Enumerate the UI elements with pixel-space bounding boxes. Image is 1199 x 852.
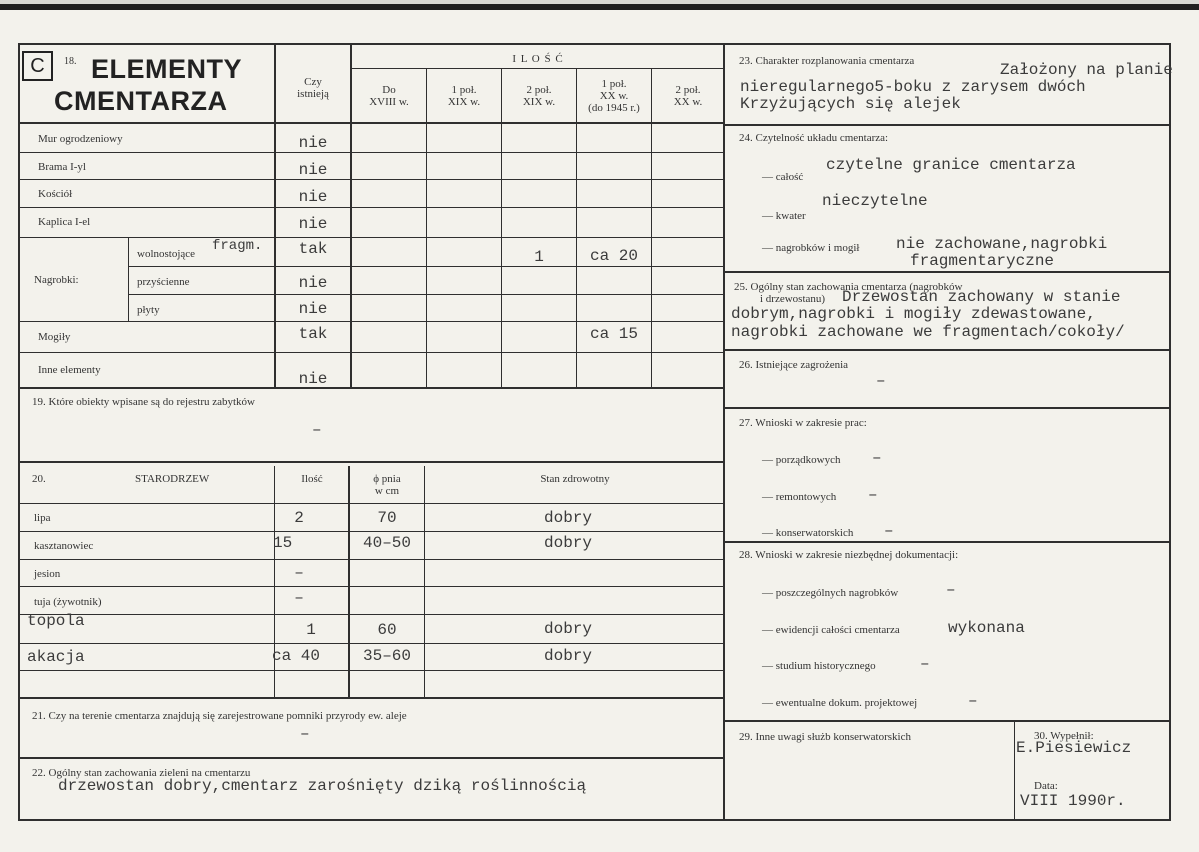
- s19-label: 19. Które obiekty wpisane są do rejestru zabytków: [32, 396, 255, 408]
- s28-item-value: –: [968, 692, 978, 710]
- value-brama: nie: [298, 161, 328, 179]
- s30-date: VIII 1990r.: [1020, 792, 1126, 810]
- s23-value-2: nieregularnego5-boku z zarysem dwóch: [740, 78, 1086, 96]
- row-label-inne: Inne elementy: [38, 364, 101, 376]
- note-fragm: fragm.: [212, 238, 263, 254]
- s23-label: 23. Charakter rozplanowania cmentarza: [739, 55, 915, 67]
- grid-line: [501, 69, 502, 388]
- period-header: Do XVIII w.: [369, 84, 409, 108]
- row-label-mur: Mur ogrodzeniowy: [38, 133, 123, 145]
- grid-line: [426, 69, 427, 388]
- row-label-mogily: Mogiły: [38, 331, 71, 343]
- s30-label: 30. Wypełnił:: [1034, 730, 1094, 742]
- grid-line: [18, 152, 724, 153]
- row-label-kosciol: Kościół: [38, 188, 73, 200]
- grid-line: [18, 559, 724, 560]
- value-mur: nie: [298, 134, 328, 152]
- grid-line: [18, 586, 724, 587]
- grid-line: [128, 266, 724, 267]
- s24-calosc-value: czytelne granice cmentarza: [826, 156, 1076, 174]
- grid-line: [18, 387, 724, 389]
- s24-kwater-label: — kwater: [762, 210, 806, 222]
- s22-label: 22. Ogólny stan zachowania zieleni na cmentarzu: [32, 767, 251, 779]
- grid-line: [18, 643, 724, 644]
- s20-title: STARODRZEW: [135, 473, 210, 485]
- grid-line: [18, 531, 724, 532]
- value-wolnostojace-p3: 1: [534, 248, 544, 266]
- grid-line: [18, 122, 724, 124]
- tree-qty: ca 40: [272, 647, 321, 665]
- tree-name: tuja (żywotnik): [34, 596, 102, 608]
- value-kosciol: nie: [298, 188, 328, 206]
- section-title-line2: CMENTARZA: [54, 86, 228, 116]
- frame-right: [1169, 43, 1171, 821]
- period-header: 1 poł. XIX w.: [447, 84, 481, 108]
- tree-health: dobry: [544, 534, 593, 552]
- scan-edge: [0, 4, 1199, 10]
- grid-line: [128, 237, 129, 321]
- s27-item-value: –: [872, 449, 882, 467]
- value-wolnostojace-p4: ca 20: [589, 247, 638, 265]
- s19-value: –: [312, 421, 322, 439]
- row-label-przyscienne: przyścienne: [137, 276, 190, 288]
- s30-name: E.Piesiewicz: [1016, 739, 1132, 757]
- grid-line: [18, 237, 724, 238]
- s20-number: 20.: [32, 473, 46, 485]
- frame-bottom: [18, 819, 1171, 821]
- s25-value-2: dobrym,nagrobki i mogiły zdewastowane,: [731, 305, 1096, 323]
- s28-label: 28. Wnioski w zakresie niezbędnej dokumentacji:: [739, 549, 959, 561]
- row-label-kaplica: Kaplica I-el: [38, 216, 91, 228]
- row-label-plyty: płyty: [137, 304, 160, 316]
- grid-line: [424, 466, 425, 698]
- s25-value-3: nagrobki zachowane we fragmentach/cokoły/: [731, 323, 1125, 341]
- section-badge: C: [22, 51, 53, 81]
- grid-line: [651, 69, 652, 388]
- period-header: 2 poł. XX w.: [673, 84, 703, 108]
- period-header: 2 poł. XIX w.: [522, 84, 556, 108]
- s27-item-value: –: [884, 522, 894, 540]
- grid-line: [350, 68, 724, 69]
- grid-line: [18, 321, 724, 322]
- tree-qty: –: [294, 589, 304, 607]
- tree-qty: –: [294, 564, 304, 582]
- s21-label: 21. Czy na terenie cmentarza znajdują się zarejestrowane pomniki przyrody ew. aleje: [32, 710, 407, 722]
- s28-item-value: –: [920, 655, 930, 673]
- value-plyty: nie: [298, 300, 328, 318]
- tree-health: dobry: [544, 620, 593, 638]
- grid-line: [18, 461, 724, 463]
- grid-line: [18, 697, 724, 699]
- value-inne: nie: [298, 370, 328, 388]
- record-card: [0, 4, 1199, 852]
- tree-qty: 2: [294, 509, 304, 527]
- grid-line: [18, 207, 724, 208]
- s27-item-label: — porządkowych: [762, 454, 841, 466]
- s24-nagrobkow-value-2: fragmentaryczne: [910, 252, 1055, 270]
- period-header: 1 poł. XX w. (do 1945 r.): [588, 78, 640, 114]
- s24-nagrobkow-label: — nagrobków i mogił: [762, 242, 860, 254]
- grid-line: [18, 670, 724, 671]
- s28-item-label: — poszczególnych nagrobków: [762, 587, 899, 599]
- tree-name: jesion: [34, 568, 61, 580]
- tree-diam: 70: [377, 509, 397, 527]
- grid-line: [723, 271, 1171, 273]
- value-kaplica: nie: [298, 215, 328, 233]
- tree-diam: 60: [377, 621, 397, 639]
- tree-diam: 40–50: [362, 534, 411, 552]
- s27-item-label: — remontowych: [762, 491, 837, 503]
- s20-col-qty: Ilość: [301, 473, 323, 485]
- s28-item-label: — ewentualne dokum. projektowej: [762, 697, 918, 709]
- s28-item-value: wykonana: [948, 619, 1025, 637]
- s20-col-health: Stan zdrowotny: [540, 473, 610, 485]
- s24-nagrobkow-value-1: nie zachowane,nagrobki: [896, 235, 1108, 253]
- frame-top: [18, 43, 1171, 45]
- grid-line: [723, 541, 1171, 543]
- s27-item-value: –: [868, 486, 878, 504]
- s25-value-1: Drzewostan zachowany w stanie: [842, 288, 1121, 306]
- column-divider: [723, 43, 725, 821]
- grid-line: [18, 179, 724, 180]
- s28-item-label: — ewidencji całości cmentarza: [762, 624, 900, 636]
- s28-item-value: –: [946, 581, 956, 599]
- value-mogily-p4: ca 15: [589, 325, 638, 343]
- s30-date-label: Data:: [1034, 780, 1058, 792]
- frame-left: [18, 43, 20, 821]
- tree-name: lipa: [34, 512, 51, 524]
- grid-line: [18, 352, 724, 353]
- s26-label: 26. Istniejące zagrożenia: [739, 359, 849, 371]
- s23-value-3: Krzyżujących się alejek: [740, 95, 961, 113]
- s27-label: 27. Wnioski w zakresie prac:: [739, 417, 867, 429]
- grid-line: [18, 503, 724, 504]
- tree-health: dobry: [544, 509, 593, 527]
- s29-label: 29. Inne uwagi służb konserwatorskich: [739, 731, 911, 743]
- row-label-nagrobki: Nagrobki:: [34, 274, 79, 286]
- s26-value: –: [876, 372, 886, 390]
- section-title-line1: ELEMENTY: [91, 54, 243, 84]
- s21-value: –: [300, 725, 310, 743]
- col-header-quantity: I L O Ś Ć: [512, 53, 564, 65]
- row-label-wolnostojace: wolnostojące: [137, 248, 196, 260]
- tree-qty: 15: [273, 534, 293, 552]
- value-przyscienne: nie: [298, 274, 328, 292]
- row-label-brama: Brama I-yl: [38, 161, 86, 173]
- tree-name: topola: [27, 612, 85, 630]
- s24-label: 24. Czytelność układu cmentarza:: [739, 132, 889, 144]
- value-wolnostojace: tak: [298, 240, 328, 258]
- grid-line: [1014, 720, 1015, 820]
- s25-label-1: 25. Ogólny stan zachowania cmentarza (nagrobków: [734, 281, 963, 293]
- s24-calosc-label: — całość: [762, 171, 804, 183]
- grid-line: [18, 614, 724, 615]
- s20-col-diam: ϕ pnia w cm: [373, 473, 401, 497]
- tree-name: akacja: [27, 648, 85, 666]
- section-number: 18.: [64, 56, 77, 67]
- value-mogily: tak: [298, 325, 328, 343]
- tree-qty: 1: [306, 621, 316, 639]
- s23-value-1: Założony na planie: [1000, 61, 1173, 79]
- tree-diam: 35–60: [362, 647, 411, 665]
- col-header-exists: Czy istnieją: [297, 76, 329, 100]
- grid-line: [723, 407, 1171, 409]
- grid-line: [723, 124, 1171, 126]
- grid-line: [128, 294, 724, 295]
- s24-kwater-value: nieczytelne: [822, 192, 928, 210]
- s27-item-label: — konserwatorskich: [762, 527, 854, 539]
- grid-line: [723, 349, 1171, 351]
- tree-name: kasztanowiec: [34, 540, 94, 552]
- tree-health: dobry: [544, 647, 593, 665]
- grid-line: [18, 757, 724, 759]
- s28-item-label: — studium historycznego: [762, 660, 876, 672]
- grid-line: [723, 720, 1171, 722]
- s22-value: drzewostan dobry,cmentarz zarośnięty dziką roślinnością: [58, 777, 587, 795]
- s25-label-2: i drzewostanu): [760, 293, 826, 305]
